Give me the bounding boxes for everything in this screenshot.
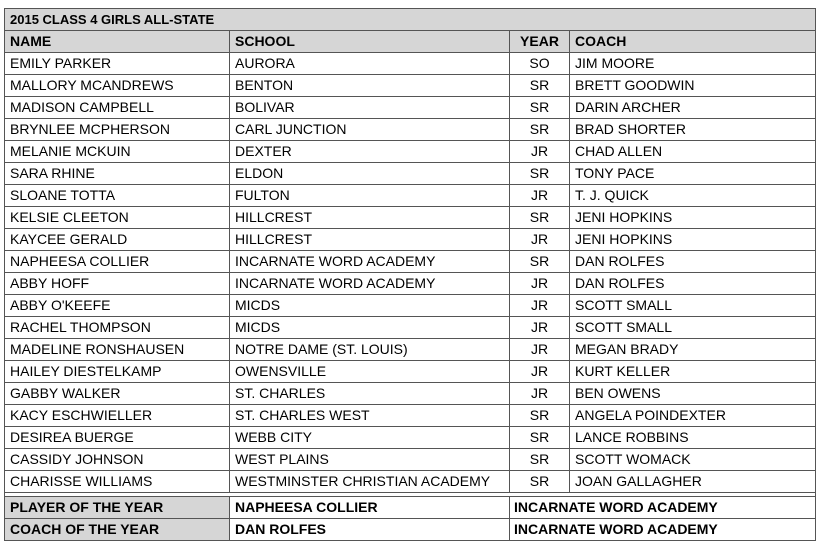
- header-year: YEAR: [510, 31, 570, 53]
- player-coach: CHAD ALLEN: [570, 141, 816, 163]
- player-year: JR: [510, 339, 570, 361]
- player-school: CARL JUNCTION: [230, 119, 510, 141]
- player-coach: JIM MOORE: [570, 53, 816, 75]
- table-row: [5, 141, 816, 163]
- player-school: HILLCREST: [230, 229, 510, 251]
- player-name: SLOANE TOTTA: [5, 185, 230, 207]
- player-coach: SCOTT WOMACK: [570, 449, 816, 471]
- award-name: NAPHEESA COLLIER: [230, 497, 510, 519]
- player-year: SR: [510, 427, 570, 449]
- player-year: SR: [510, 163, 570, 185]
- player-name: MADELINE RONSHAUSEN: [5, 339, 230, 361]
- award-label: PLAYER OF THE YEAR: [5, 497, 230, 519]
- player-school: AURORA: [230, 53, 510, 75]
- table-row: [5, 405, 816, 427]
- player-school: DEXTER: [230, 141, 510, 163]
- table-title: 2015 CLASS 4 GIRLS ALL-STATE: [5, 9, 816, 31]
- player-coach: SCOTT SMALL: [570, 317, 816, 339]
- player-year: JR: [510, 317, 570, 339]
- table-row: [5, 449, 816, 471]
- header-school: SCHOOL: [230, 31, 510, 53]
- player-school: ST. CHARLES WEST: [230, 405, 510, 427]
- table-row: [5, 75, 816, 97]
- player-name: DESIREA BUERGE: [5, 427, 230, 449]
- player-name: RACHEL THOMPSON: [5, 317, 230, 339]
- player-name: KELSIE CLEETON: [5, 207, 230, 229]
- player-school: NOTRE DAME (ST. LOUIS): [230, 339, 510, 361]
- table-row: [5, 471, 816, 493]
- player-name: SARA RHINE: [5, 163, 230, 185]
- player-name: BRYNLEE MCPHERSON: [5, 119, 230, 141]
- player-school: BENTON: [230, 75, 510, 97]
- player-year: SR: [510, 207, 570, 229]
- award-label: COACH OF THE YEAR: [5, 519, 230, 541]
- player-coach: JENI HOPKINS: [570, 229, 816, 251]
- player-school: HILLCREST: [230, 207, 510, 229]
- player-name: CHARISSE WILLIAMS: [5, 471, 230, 493]
- title-row: [5, 9, 816, 31]
- player-name: KACY ESCHWIELLER: [5, 405, 230, 427]
- player-coach: LANCE ROBBINS: [570, 427, 816, 449]
- player-coach: T. J. QUICK: [570, 185, 816, 207]
- player-name: NAPHEESA COLLIER: [5, 251, 230, 273]
- player-year: SO: [510, 53, 570, 75]
- player-school: OWENSVILLE: [230, 361, 510, 383]
- table-row: [5, 53, 816, 75]
- table-row: [5, 273, 816, 295]
- table-row: [5, 207, 816, 229]
- player-name: ABBY HOFF: [5, 273, 230, 295]
- player-coach: TONY PACE: [570, 163, 816, 185]
- table-row: [5, 163, 816, 185]
- player-year: SR: [510, 251, 570, 273]
- table-row: [5, 119, 816, 141]
- header-name: NAME: [5, 31, 230, 53]
- award-school: INCARNATE WORD ACADEMY: [510, 519, 816, 541]
- player-year: JR: [510, 273, 570, 295]
- player-school: WEST PLAINS: [230, 449, 510, 471]
- player-coach: DAN ROLFES: [570, 251, 816, 273]
- player-year: SR: [510, 97, 570, 119]
- player-school: ELDON: [230, 163, 510, 185]
- player-school: ST. CHARLES: [230, 383, 510, 405]
- table-row: [5, 185, 816, 207]
- player-coach: MEGAN BRADY: [570, 339, 816, 361]
- player-year: SR: [510, 75, 570, 97]
- player-year: JR: [510, 361, 570, 383]
- player-name: ABBY O'KEEFE: [5, 295, 230, 317]
- player-name: MALLORY MCANDREWS: [5, 75, 230, 97]
- award-row: [5, 519, 816, 541]
- player-coach: JOAN GALLAGHER: [570, 471, 816, 493]
- table-row: [5, 339, 816, 361]
- player-name: MADISON CAMPBELL: [5, 97, 230, 119]
- award-row: [5, 497, 816, 519]
- player-coach: DAN ROLFES: [570, 273, 816, 295]
- player-coach: KURT KELLER: [570, 361, 816, 383]
- player-year: SR: [510, 471, 570, 493]
- table-row: [5, 427, 816, 449]
- player-name: HAILEY DIESTELKAMP: [5, 361, 230, 383]
- table-row: [5, 295, 816, 317]
- player-year: JR: [510, 295, 570, 317]
- player-coach: DARIN ARCHER: [570, 97, 816, 119]
- player-name: MELANIE MCKUIN: [5, 141, 230, 163]
- player-year: JR: [510, 383, 570, 405]
- table-row: [5, 361, 816, 383]
- table-row: [5, 229, 816, 251]
- player-coach: BRETT GOODWIN: [570, 75, 816, 97]
- player-school: INCARNATE WORD ACADEMY: [230, 251, 510, 273]
- all-state-table: [4, 8, 816, 541]
- player-school: FULTON: [230, 185, 510, 207]
- header-coach: COACH: [570, 31, 816, 53]
- table-row: [5, 383, 816, 405]
- player-name: EMILY PARKER: [5, 53, 230, 75]
- player-coach: SCOTT SMALL: [570, 295, 816, 317]
- player-year: JR: [510, 185, 570, 207]
- table-row: [5, 251, 816, 273]
- award-name: DAN ROLFES: [230, 519, 510, 541]
- player-school: INCARNATE WORD ACADEMY: [230, 273, 510, 295]
- player-school: WESTMINSTER CHRISTIAN ACADEMY: [230, 471, 510, 493]
- player-coach: ANGELA POINDEXTER: [570, 405, 816, 427]
- award-school: INCARNATE WORD ACADEMY: [510, 497, 816, 519]
- player-school: MICDS: [230, 317, 510, 339]
- player-year: JR: [510, 141, 570, 163]
- player-coach: BRAD SHORTER: [570, 119, 816, 141]
- player-year: JR: [510, 229, 570, 251]
- player-school: MICDS: [230, 295, 510, 317]
- player-school: BOLIVAR: [230, 97, 510, 119]
- table-row: [5, 97, 816, 119]
- player-name: KAYCEE GERALD: [5, 229, 230, 251]
- header-row: [5, 31, 816, 53]
- player-name: CASSIDY JOHNSON: [5, 449, 230, 471]
- player-coach: BEN OWENS: [570, 383, 816, 405]
- player-school: WEBB CITY: [230, 427, 510, 449]
- table-row: [5, 317, 816, 339]
- player-year: SR: [510, 119, 570, 141]
- player-name: GABBY WALKER: [5, 383, 230, 405]
- player-coach: JENI HOPKINS: [570, 207, 816, 229]
- player-year: SR: [510, 449, 570, 471]
- player-year: SR: [510, 405, 570, 427]
